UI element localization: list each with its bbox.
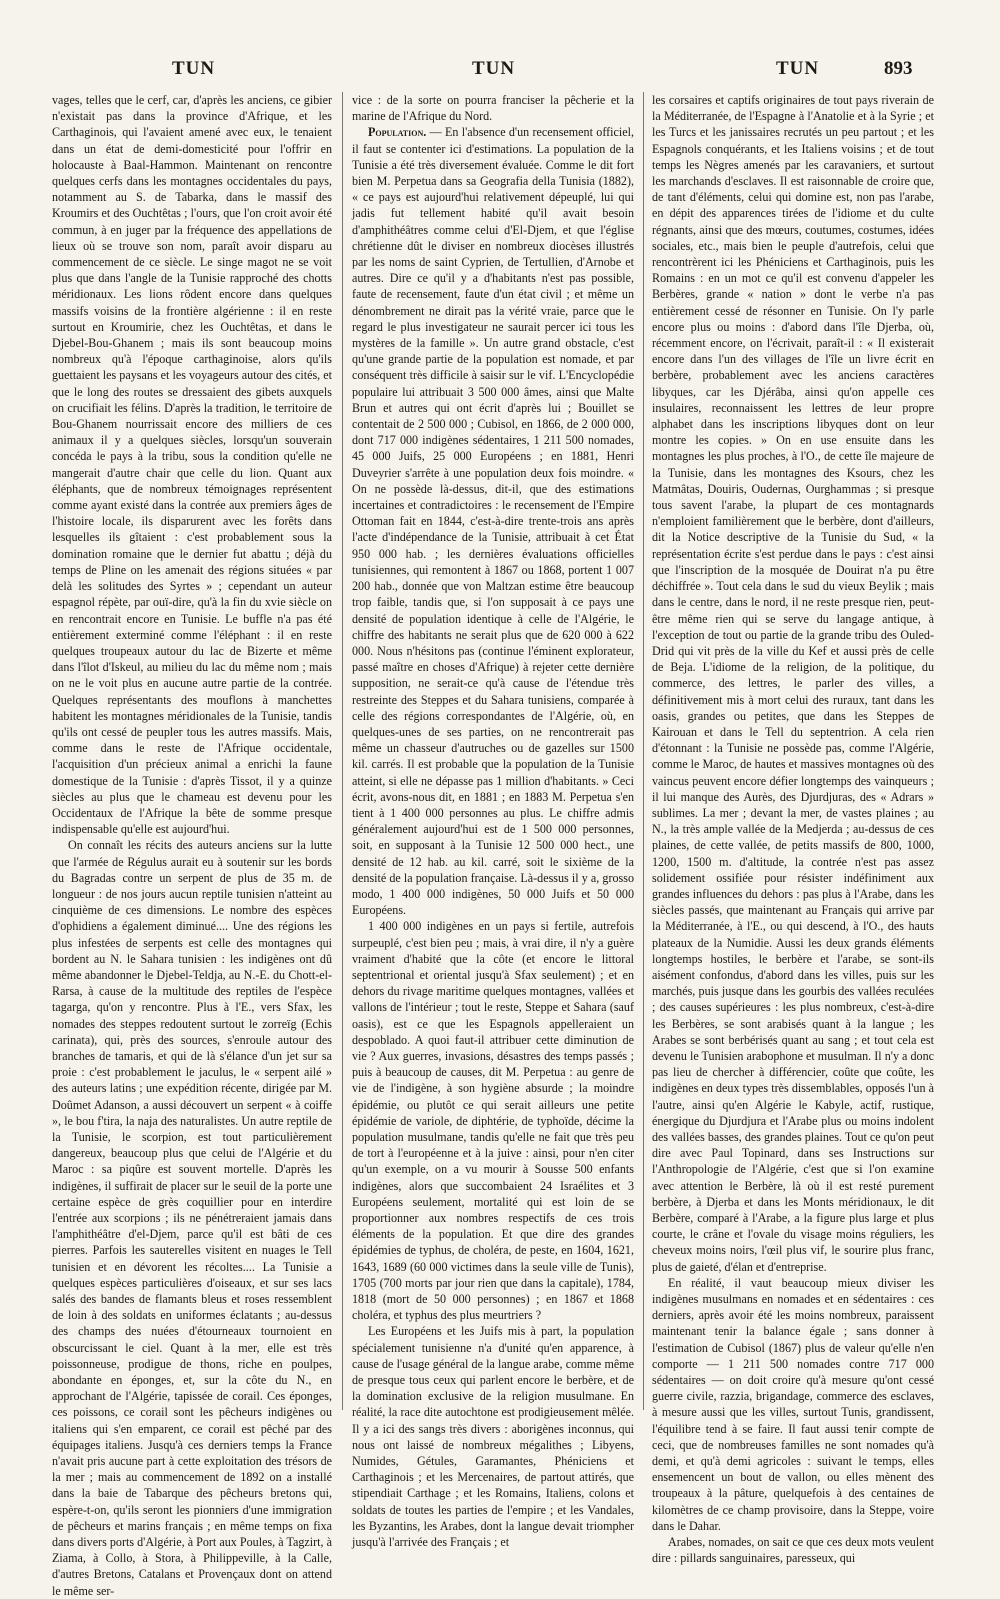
paragraph: 1 400 000 indigènes en un pays si fertile, autrefois surpeuplé, c'est bien peu ; mais, à vrai dire, il n'y a guère vraiment d'habité que la côte (et encore le littoral septentrional et oriental jusqu'à Sfax seulement) ; et en dehors du rivage maritime quelques montagnes, vallées et vallons de l'intérieur ; tout le reste, Steppe et Sahara (sauf oasis), est ce que les Espagnols appelleraient un despoblado. A quoi faut-il attribuer cette diminution de vie ? Aux guerres, invasions, désastres des temps passés ; puis à beaucoup de causes, dit M. Perpetua : au genre de vie de l'indigène, à son hygiène absurde ; la moindre épidémie, ou plutôt ce qui serait ailleurs une petite épidémie de variole, de diphtérie, de typhoïde, décime la population musulmane, tandis qu'elle ne fait que très peu de tort à l'européenne et à la juive : ainsi, pour n'en citer qu'un exemple, on a vu mourir à Sousse 500 enfants indigènes, alors que succombaient 24 Israélites et 3 Européens seulement, mortalité qui est loin de se proportionner aux nombres respectifs de ces trois éléments de la population. Et que dire des grandes épidémies de typhus, de choléra, de peste, en 1604, 1621, 1643, 1689 (60 000 victimes dans la seule ville de Tunis), 1705 (700 morts par jour rien que dans la capitale), 1784, 1818 (mort de 50 000 personnes) ; en 1867 et 1868 choléra, et typhus des plus meurtriers ? [352,919,634,1323]
section-label: Population. [368,125,427,140]
text-column-2 [352,92,634,1550]
header-headword-center: TUN [472,58,516,79]
paragraph: vages, telles que le cerf, car, d'après les anciens, ce gibier n'existait pas dans la province d'Afrique, et les Carthaginois, qui l'avaient amené avec eux, le tenaient dans un état de demi-domesticité pour l'offrir en holocauste à Baal-Hammon. Maintenant on rencontre quelques cerfs dans les montagnes occidentales du pays, notamment au S. de Tabarka, dans le massif des Kroumirs et des Ouchtêtas ; l'ours, que l'on croit avoir été commun, à en juger par la fréquence des appellations de lieux où se trouve son nom, paraît avoir disparu au commencement de ce siècle. Le singe magot ne se voit plus que dans l'angle de la Tunisie rapproché des chotts méridionaux. Les lions rôdent encore dans quelques massifs voisins de la frontière algérienne : il en reste surtout en Kroumirie, chez les Ouchtêtas, et dans le Djebel-Bou-Ghanem ; mais ils sont beaucoup moins nombreux qu'à l'époque carthaginoise, alors qu'ils guettaient les paysans et les voyageurs autour des cités, et que le long des routes se dressaient des gibets auxquels on crucifiait les félins. D'après la tradition, le territoire de Bou-Ghanem nourrissait encore des milliers de ces animaux il y a quelques siècles, lorsqu'un souverain concéda le pays à la tribu, sous la condition qu'elle ne mangerait d'autre chair que celle du lion. Quant aux éléphants, que de nombreux témoignages représentent comme ayant existé dans la contrée aux premiers âges de l'histoire locale, ils disparurent avec les forêts dans lesquelles ils gîtaient : c'est probablement sous la domination romaine que le dernier fut abattu ; déjà du temps de Pline on les amenait des régions situées « par delà les solitudes des Syrtes » ; cependant un auteur espagnol répète, par ouï-dire, qu'à la fin du xvie siècle on en rencontrait encore en Tunisie. Le buffle n'a pas été entièrement exterminé comme l'éléphant : il en reste quelques troupeaux autour du lac de Bizerte et même dans l'îlot d'Iskeul, au milieu du lac du même nom ; mais on ne le voit plus en aucune autre partie de la contrée. Quelques représentants des mouflons à manchettes habitent les montagnes méridionales de la Tunisie, tandis qu'ils ont cessé de peupler tous les autres massifs. Mais, comme dans le reste de l'Afrique occidentale, l'acquisition d'un précieux animal a enrichi la faune domestique de la Tunisie : d'après Tissot, il y a quinze siècles au plus que le chameau est devenu pour les Occidentaux de l'Afrique la bête de somme presque indispensable qu'elle est aujourd'hui. [52,93,332,837]
page-number: 893 [884,58,913,79]
paragraph: Les Européens et les Juifs mis à part, la population spécialement tunisienne n'a d'unité qu'en apparence, à cause de l'usage général de la langue arabe, comme même de presque tous ceux qui parlent encore le berbère, et de la domination exclusive de la religion musulmane. En réalité, la race dite autochtone est prodigieusement mêlée. Il y a ici des sangs très divers : aborigènes inconnus, qui nous ont laissé de nombreux mégalithes ; Libyens, Numides, Gétules, Garamantes, Phéniciens et Carthaginois ; et les Mercenaires, de partout attirés, que stipendiait Carthage ; et les Romains, Italiens, colons et soldats de toutes les parties de l'empire ; et les Vandales, les Byzantins, les Arabes, dont la langue devait triompher jusqu'à l'arrivée des Français ; et [352,1324,634,1550]
paragraph: Arabes, nomades, on sait ce que ces deux mots veulent dire : pillards sanguinaires, paresseux, qui [652,1535,934,1566]
paragraph: vice : de la sorte on pourra franciser la pêcherie et la marine de l'Afrique du Nord. [352,93,634,124]
paragraph-population: Population. — En l'absence d'un recensement officiel, il faut se contenter ici d'estimations. La population de la Tunisie a été très diversement évaluée. Comme le dit fort bien M. Perpetua dans sa Geografia della Tunisia (1882), « ce pays est aujourd'hui relativement dépeuplé, lui qui jadis fut tellement habité qu'il avait besoin d'amphithéâtres comme celui d'El-Djem, et que l'église chrétienne dût le diviser en nombreux diocèses illustrés par les noms de saint Cyprien, de Tertullien, d'Arnobe et autres. Dire ce qu'il y a d'habitants n'est pas possible, faute de recensement, faute d'un état civil ; et même un dénombrement ne dirait pas la vérité vraie, parce que le regard le plus investigateur ne saurait percer ici tous les mystères de la famille ». Un autre grand obstacle, c'est qu'une grande partie de la population est nomade, et par conséquent très difficile à saisir sur le vif. L'Encyclopédie populaire lui attribuait 3 500 000 âmes, ainsi que Malte Brun et autres qui ont écrit d'après lui ; Bouillet se contentait de 2 500 000 ; Cubisol, en 1866, de 2 000 000, dont 717 000 indigènes sédentaires, 1 211 500 nomades, 45 000 Juifs, 25 000 Européens ; en 1881, Henri Duveyrier s'arrête à une population deux fois moindre. « On ne possède là-dessus, dit-il, que des estimations incertaines et contradictoires : le recensement de l'Empire Ottoman fait en 1844, c'est-à-dire trente-trois ans après l'acte d'indépendance de la Tunisie, attribuait à cet État 950 000 hab. ; les dernières évaluations officielles tunisiennes, qui remontent à 1867 ou 1868, portent 1 007 200 hab., donnée que von Maltzan estime être beaucoup trop faible, tandis que, si l'on supposait à ce pays une densité de population identique à celle de l'Algérie, le chiffre des habitants ne serait plus que de 620 000 à 622 000. Nous n'hésitons pas (continue l'éminent explorateur, passé maître en choses d'Afrique) à rejeter cette dernière supposition, ne serait-ce qu'à cause de l'étendue très restreinte des Steppes et du Sahara tunisiens, comparée à celle des régions correspondantes de l'Algérie, où, en quelques-unes de ses parties, on ne rencontrerait pas même un chasseur d'autruches ou de gazelles sur 1500 kil. carrés. Il est probable que la population de la Tunisie atteint, si elle ne dépasse pas 1 million d'habitants. » Ceci écrit, avons-nous dit, en 1881 ; en 1883 M. Perpetua s'en tient à 1 400 000 personnes au plus. Le chiffre admis généralement aujourd'hui est de 1 500 000 personnes, soit, en supposant à la Tunisie 12 500 000 hect., une densité de 12 hab. au kil. carré, soit le sixième de la densité de la population française. Là-dessus il y a, grosso modo, 1 400 000 indigènes, 50 000 Juifs et 50 000 Européens. [352,125,634,918]
paragraph: En réalité, il vaut beaucoup mieux diviser les indigènes musulmans en nomades et en sédentaires : ces derniers, après avoir été les moins nombreux, paraissent maintenant tenir la balance égale ; sans donner à l'estimation de Cubisol (1867) plus de valeur qu'elle n'en comporte — 1 211 500 nomades contre 717 000 sédentaires — on doit croire qu'à mesure qu'ont cessé guerre civile, razzia, brigandage, commerce des esclaves, à mesure aussi que les villes, surtout Tunis, grandissent, l'équilibre tend à se faire. Il faut aussi tenir compte de ceci, que de nombreuses familles ne sont nomades qu'à demi, et qu'à demi agricoles : suivant le temps, elles ensemencent un bout de vallon, ou elles mènent des troupeaux à la pâture, quelquefois à des centaines de kilomètres de ce champ provisoire, dans la Steppe, voire dans le Dahar. [652,1275,934,1533]
text-column-3 [652,92,934,1566]
running-header [0,58,1000,88]
text-column-1 [52,92,332,1598]
paragraph: les corsaires et captifs originaires de tout pays riverain de la Méditerranée, de l'Espagne à l'Anatolie et à la Syrie ; et les Turcs et les janissaires recrutés un peu partout ; et les Espagnols conquérants, et les Italiens voisins ; et de tout temps les Nègres amenés par les caravaniers, et surtout les marchands d'esclaves. Il est raisonnable de croire que, de tant d'éléments, celui qui domine est, non pas l'arabe, en dépit des apparences tirées de l'idiome et du culte régnants, ainsi que des mœurs, coutumes, costumes, idées sociales, etc., mais bien le peuple d'autrefois, celui que rencontrèrent ici les Phéniciens et Carthaginois, puis les Romains : en un mot ce qu'il est convenu d'appeler les Berbères, grande « nation » dont le verbe n'a pas entièrement cessé de résonner en Tunisie. On l'y parle encore plus ou moins : d'abord dans l'île Djerba, où, récemment encore, on l'écrivait, paraît-il : « Il existerait encore dans l'un des villages de l'île un livre écrit en berbère, probablement avec les anciens caractères libyques, car les Djérâba, ainsi qu'on appelle ces insulaires, reconnaissent les lettres de leur propre alphabet dans les inscriptions libyques dont on leur montre les copies. » On en use ensuite dans les montagnes les plus proches, à l'O., de cette île majeure de la Tunisie, dans les montagnes des Ksours, chez les Matmâtas, Douiris, Oudernas, Ourghammas ; si presque tous savent l'arabe, la plupart de ces montagnards n'emploient familièrement que le berbère, dont d'ailleurs, dit la Notice descriptive de la Tunisie du Sud, « la représentation écrite s'est perdue dans le pays : c'est ainsi que l'inscription de la mosquée de Douirat n'a pu être déchiffrée ». Tout cela dans le sud du vieux Beylik ; mais dans le centre, dans le nord, il ne reste presque rien, peut-être même rien qui se serve du langage antique, à l'exception de tout ou partie de la grande tribu des Ouled-Drid qui vit près de la ville du Kef et aussi près de celle de Beja. L'idiome de la religion, de la politique, du commerce, des lettres, le parler des villes, a définitivement mis à mort celui des ruraux, tant dans les oasis, grandes ou petites, que dans les Steppes de Kairouan et dans le Tell du septentrion. A cela rien d'étonnant : la Tunisie ne possède pas, comme l'Algérie, comme le Maroc, de hautes et massives montagnes où des vaincus peuvent encore défier longtemps des vainqueurs ; il lui manque des Aurès, des Djurdjuras, des « Adrars » sublimes. La mer ; devant la mer, de vastes plaines ; au N., la très ample vallée de la Medjerda ; au-dessus de ces plaines, de cette vallée, de petits massifs de 800, 1000, 1200, 1500 m. d'altitude, la contrée n'est pas assez solidement ossifiée pour résister indéfiniment aux grandes influences du dehors : pas plus à l'Arabe, dans les siècles passés, que maintenant au Français qui arrive par la Méditerranée, à l'E., ou qui descend, à l'O., des hauts plateaux de la Numidie. Aussi les deux grands éléments longtemps hostiles, le berbère et l'arabe, se sont-ils aisément confondus, d'abord dans les villes, puis sur les marchés, puis jusque dans les gourbis des vallées reculées ; des causes supérieures : les plus nombreux, c'est-à-dire les Berbères, se sont arabisés quant à la langue ; les Arabes se sont berbérisés quant au sang ; et tout cela est devenu le Tunisien arabophone et musulman. Il n'y a donc pas lieu de chercher à différencier, coûte que coûte, les indigènes en deux types très dissemblables, opposés l'un à l'autre, ainsi qu'en Algérie le Kabyle, actif, rustique, énergique du Djurdjura et l'Arabe plus ou moins indolent des vallées basses, des grandes plaines. Tout ce qu'on peut dire avec Paul Topinard, dans ses Instructions sur l'Anthropologie de l'Algérie, c'est que si l'on examine avec attention le Berbère, là où il est resté purement berbère, à Djerba et dans les Monts méridionaux, le dit Berbère, comparé à l'Arabe, a la figure plus large et plus courte, le crâne et l'ovale du visage moins réguliers, les cheveux moins noirs, l'œil plus vif, le sourire plus franc, plus de gaieté, d'élan et d'entreprise. [652,93,934,1274]
paragraph: On connaît les récits des auteurs anciens sur la lutte que l'armée de Régulus aurait eu à soutenir sur les bords du Bagradas contre un serpent de plus de 35 m. de longueur : de nos jours aucun reptile tunisien n'atteint au cinquième de ces dimensions. Le nombre des espèces d'ophidiens a également diminué.... Une des régions les plus infestées de serpents est celle des montagnes qui bordent au N. le Sahara tunisien : les indigènes ont dû même abandonner le Djebel-Teldja, au N.-E. du Chott-el-Rarsa, à cause de la multitude des reptiles de l'espèce tagarga, qu'on y rencontre. Plus à l'E., vers Sfax, les nomades des steppes redoutent surtout le zorreïg (Echis carinata), qui, près des sources, s'enroule autour des branches de tamaris, et qui de là s'élance d'un jet sur sa proie : c'est probablement le jaculus, le « serpent ailé » des auteurs latins ; une expédition récente, dirigée par M. Doûmet Adanson, a aussi découvert un serpent « à coiffe », le bou f'tira, la naja des naturalistes. Un autre reptile de la Tunisie, le scorpion, est tout particulièrement dangereux, beaucoup plus que celui de l'Algérie et du Maroc : sa piqûre est souvent mortelle. D'après les indigènes, il suffirait de placer sur le seuil de la porte une certaine espèce de grès coquillier pour en interdire l'entrée aux scorpions ; ils ne pénétreraient jamais dans l'amphithéâtre d'el-Djem, parce qu'il est bâti de ces pierres. Parfois les sauterelles visitent en nuages le Tell tunisien et en dévorent les récoltes.... La Tunisie a quelques espèces particulières d'oiseaux, et sur ses lacs salés des bandes de flamants bleus et roses ressemblent de loin à des soldats en uniformes éclatants ; au-dessus des champs des nuées d'étourneaux tournoient en obscurcissant le ciel. Quant à la mer, elle est très poissonneuse, prodigue de thons, riche en poulpes, abondante en éponges, et, sur la côte du N., en approchant de l'Algérie, tapissée de corail. Ces éponges, ces poissons, ce corail sont les pêcheurs indigènes ou italiens qui s'en emparent, ce corail est pêché par des équipages italiens. Jusqu'à ces derniers temps la France n'avait pris aucune part à cette exploitation des trésors de la mer ; mais au commencement de 1892 on a installé dans la baie de Tabarque des pêcheurs bretons qui, espère-t-on, qu'ils seront les pionniers d'une immigration de pêcheurs et marins français ; en même temps on fixa dans divers ports d'Algérie, à Port aux Poules, à Tagzirt, à Ziama, à Collo, à Stora, à Philippeville, à la Calle, d'autres Bretons, Catalans et Provençaux dont on attend le même ser- [52,838,332,1598]
text-columns [0,92,1000,1598]
header-headword-left: TUN [172,58,216,79]
paragraph-text: En l'absence d'un recensement officiel, il faut se contenter ici d'estimations. La population de la Tunisie a été très diversement évaluée. Comme le dit fort bien M. Perpetua dans sa Geografia della Tunisia (1882), « ce pays est aujourd'hui relativement dépeuplé, lui qui jadis fut tellement habité qu'il avait besoin d'amphithéâtres comme celui d'El-Djem, et que l'église chrétienne dût le diviser en nombreux diocèses illustrés par les noms de saint Cyprien, de Tertullien, d'Arnobe et autres. Dire ce qu'il y a d'habitants n'est pas possible, faute de recensement, faute d'un état civil ; et même un dénombrement ne dirait pas la vérité vraie, parce que le regard le plus investigateur ne saurait percer ici tous les mystères de la famille ». Un autre grand obstacle, c'est qu'une grande partie de la population est nomade, et par conséquent très difficile à saisir sur le vif. L'Encyclopédie populaire lui attribuait 3 500 000 âmes, ainsi que Malte Brun et autres qui ont écrit d'après lui ; Bouillet se contentait de 2 500 000 ; Cubisol, en 1866, de 2 000 000, dont 717 000 indigènes sédentaires, 1 211 500 nomades, 45 000 Juifs, 25 000 Européens ; en 1881, Henri Duveyrier s'arrête à une population deux fois moindre. « On ne possède là-dessus, dit-il, que des estimations incertaines et contradictoires : le recensement de l'Empire Ottoman fait en 1844, c'est-à-dire trente-trois ans après l'acte d'indépendance de la Tunisie, attribuait à cet État 950 000 hab. ; les dernières évaluations officielles tunisiennes, qui remontent à 1867 ou 1868, portent 1 007 200 hab., donnée que von Maltzan estime être beaucoup trop faible, tandis que, si l'on supposait à ce pays une densité de population identique à celle de l'Algérie, le chiffre des habitants ne serait plus que de 620 000 à 622 000. Nous n'hésitons pas (continue l'éminent explorateur, passé maître en choses d'Afrique) à rejeter cette dernière supposition, ne serait-ce qu'à cause de l'étendue très restreinte des Steppes et du Sahara tunisiens, comparée à celle des régions correspondantes de l'Algérie, où, en quelques-unes de ses parties, on ne rencontrerait pas même un chasseur d'autruches ou de gazelles sur 1500 kil. carrés. Il est probable que la population de la Tunisie atteint, si elle ne dépasse pas 1 million d'habitants. » Ceci écrit, avons-nous dit, en 1881 ; en 1883 M. Perpetua s'en tient à 1 400 000 personnes au plus. Le chiffre admis généralement aujourd'hui est de 1 500 000 personnes, soit, en supposant à la Tunisie 12 500 000 hect., une densité de 12 hab. au kil. carré, soit le sixième de la densité de la population française. Là-dessus il y a, grosso modo, 1 400 000 indigènes, 50 000 Juifs et 50 000 Européens. [352,125,634,918]
header-headword-right: TUN [776,58,820,79]
